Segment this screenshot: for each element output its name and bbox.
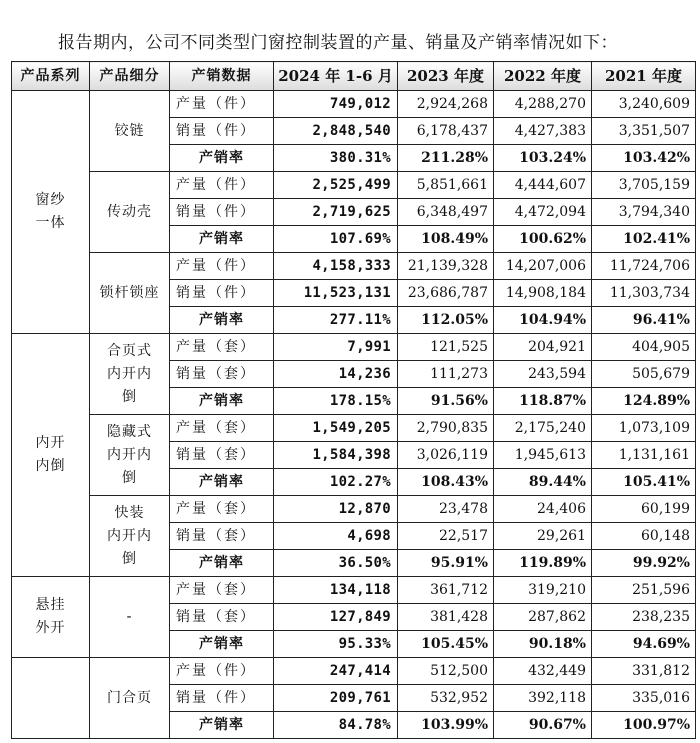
value-cell: 108.43% bbox=[398, 469, 494, 496]
value-cell: 96.41% bbox=[592, 307, 696, 334]
value-cell: 4,427,383 bbox=[494, 118, 592, 145]
metric-cell: 产销率 bbox=[170, 631, 274, 658]
value-cell: 1,073,109 bbox=[592, 415, 696, 442]
value-cell: 532,952 bbox=[398, 685, 494, 712]
value-cell: 3,351,507 bbox=[592, 118, 696, 145]
header-row bbox=[12, 62, 696, 91]
metric-cell: 销量（件） bbox=[170, 280, 274, 307]
value-cell: 749,012 bbox=[274, 91, 398, 118]
value-cell: 6,178,437 bbox=[398, 118, 494, 145]
value-cell: 107.69% bbox=[274, 226, 398, 253]
value-cell: 3,794,340 bbox=[592, 199, 696, 226]
metric-cell: 产量（件） bbox=[170, 91, 274, 118]
value-cell: 103.99% bbox=[398, 712, 494, 739]
value-cell: 94.69% bbox=[592, 631, 696, 658]
value-cell: 4,158,333 bbox=[274, 253, 398, 280]
table-row bbox=[12, 496, 696, 523]
header-2024h1: 2024 年 1-6 月 bbox=[274, 62, 398, 91]
metric-cell: 产销率 bbox=[170, 226, 274, 253]
value-cell: 2,924,268 bbox=[398, 91, 494, 118]
value-cell: 178.15% bbox=[274, 388, 398, 415]
value-cell: 103.42% bbox=[592, 145, 696, 172]
sub-category-cell: 锁杆锁座 bbox=[90, 253, 170, 334]
header-2021: 2021 年度 bbox=[592, 62, 696, 91]
metric-cell: 销量（套） bbox=[170, 604, 274, 631]
production-sales-table bbox=[11, 61, 696, 739]
table-body bbox=[12, 91, 696, 739]
value-cell: 100.97% bbox=[592, 712, 696, 739]
metric-cell: 产量（套） bbox=[170, 415, 274, 442]
value-cell: 134,118 bbox=[274, 577, 398, 604]
value-cell: 512,500 bbox=[398, 658, 494, 685]
value-cell: 29,261 bbox=[494, 523, 592, 550]
header-2022: 2022 年度 bbox=[494, 62, 592, 91]
header-sub: 产品细分 bbox=[90, 62, 170, 91]
series-cell: 悬挂 外开 bbox=[12, 577, 90, 658]
value-cell: 505,679 bbox=[592, 361, 696, 388]
value-cell: 23,686,787 bbox=[398, 280, 494, 307]
value-cell: 11,303,734 bbox=[592, 280, 696, 307]
table-row bbox=[12, 91, 696, 118]
value-cell: 204,921 bbox=[494, 334, 592, 361]
metric-cell: 产销率 bbox=[170, 550, 274, 577]
value-cell: 277.11% bbox=[274, 307, 398, 334]
value-cell: 243,594 bbox=[494, 361, 592, 388]
value-cell: 90.18% bbox=[494, 631, 592, 658]
value-cell: 432,449 bbox=[494, 658, 592, 685]
metric-cell: 销量（件） bbox=[170, 118, 274, 145]
value-cell: 404,905 bbox=[592, 334, 696, 361]
value-cell: 7,991 bbox=[274, 334, 398, 361]
value-cell: 100.62% bbox=[494, 226, 592, 253]
value-cell: 84.78% bbox=[274, 712, 398, 739]
value-cell: 209,761 bbox=[274, 685, 398, 712]
value-cell: 3,026,119 bbox=[398, 442, 494, 469]
value-cell: 36.50% bbox=[274, 550, 398, 577]
metric-cell: 产量（件） bbox=[170, 172, 274, 199]
value-cell: 24,406 bbox=[494, 496, 592, 523]
sub-category-cell: 传动壳 bbox=[90, 172, 170, 253]
sub-category-cell: 门合页 bbox=[90, 658, 170, 739]
value-cell: 103.24% bbox=[494, 145, 592, 172]
value-cell: 380.31% bbox=[274, 145, 398, 172]
value-cell: 331,812 bbox=[592, 658, 696, 685]
value-cell: 118.87% bbox=[494, 388, 592, 415]
value-cell: 3,240,609 bbox=[592, 91, 696, 118]
table-row bbox=[12, 415, 696, 442]
value-cell: 6,348,497 bbox=[398, 199, 494, 226]
value-cell: 127,849 bbox=[274, 604, 398, 631]
value-cell: 95.91% bbox=[398, 550, 494, 577]
metric-cell: 销量（套） bbox=[170, 523, 274, 550]
value-cell: 105.45% bbox=[398, 631, 494, 658]
header-2023: 2023 年度 bbox=[398, 62, 494, 91]
sub-category-cell: 铰链 bbox=[90, 91, 170, 172]
value-cell: 361,712 bbox=[398, 577, 494, 604]
sub-category-cell: 合页式 内开内 倒 bbox=[90, 334, 170, 415]
value-cell: 23,478 bbox=[398, 496, 494, 523]
value-cell: 124.89% bbox=[592, 388, 696, 415]
value-cell: 5,851,661 bbox=[398, 172, 494, 199]
sub-category-cell: 隐藏式 内开内 倒 bbox=[90, 415, 170, 496]
value-cell: 91.56% bbox=[398, 388, 494, 415]
metric-cell: 产量（套） bbox=[170, 334, 274, 361]
value-cell: 211.28% bbox=[398, 145, 494, 172]
value-cell: 2,790,835 bbox=[398, 415, 494, 442]
value-cell: 2,175,240 bbox=[494, 415, 592, 442]
value-cell: 112.05% bbox=[398, 307, 494, 334]
metric-cell: 销量（件） bbox=[170, 685, 274, 712]
table-caption: 报告期内，公司不同类型门窗控制装置的产量、销量及产销率情况如下： bbox=[58, 33, 618, 53]
series-cell bbox=[12, 658, 90, 739]
value-cell: 99.92% bbox=[592, 550, 696, 577]
series-cell: 内开 内倒 bbox=[12, 334, 90, 577]
sub-category-cell: 快装 内开内 倒 bbox=[90, 496, 170, 577]
metric-cell: 产量（套） bbox=[170, 496, 274, 523]
value-cell: 1,549,205 bbox=[274, 415, 398, 442]
value-cell: 335,016 bbox=[592, 685, 696, 712]
value-cell: 14,908,184 bbox=[494, 280, 592, 307]
table-row bbox=[12, 334, 696, 361]
value-cell: 1,945,613 bbox=[494, 442, 592, 469]
value-cell: 381,428 bbox=[398, 604, 494, 631]
value-cell: 102.41% bbox=[592, 226, 696, 253]
value-cell: 287,862 bbox=[494, 604, 592, 631]
value-cell: 60,199 bbox=[592, 496, 696, 523]
sub-category-cell: - bbox=[90, 577, 170, 658]
value-cell: 21,139,328 bbox=[398, 253, 494, 280]
value-cell: 4,698 bbox=[274, 523, 398, 550]
series-cell: 窗纱 一体 bbox=[12, 91, 90, 334]
value-cell: 12,870 bbox=[274, 496, 398, 523]
value-cell: 392,118 bbox=[494, 685, 592, 712]
value-cell: 121,525 bbox=[398, 334, 494, 361]
value-cell: 1,131,161 bbox=[592, 442, 696, 469]
value-cell: 4,288,270 bbox=[494, 91, 592, 118]
table-row bbox=[12, 253, 696, 280]
value-cell: 14,207,006 bbox=[494, 253, 592, 280]
metric-cell: 产销率 bbox=[170, 712, 274, 739]
value-cell: 111,273 bbox=[398, 361, 494, 388]
value-cell: 319,210 bbox=[494, 577, 592, 604]
table-row bbox=[12, 577, 696, 604]
metric-cell: 产量（件） bbox=[170, 253, 274, 280]
value-cell: 2,719,625 bbox=[274, 199, 398, 226]
value-cell: 251,596 bbox=[592, 577, 696, 604]
metric-cell: 销量（套） bbox=[170, 442, 274, 469]
value-cell: 3,705,159 bbox=[592, 172, 696, 199]
value-cell: 11,724,706 bbox=[592, 253, 696, 280]
value-cell: 247,414 bbox=[274, 658, 398, 685]
metric-cell: 销量（件） bbox=[170, 199, 274, 226]
metric-cell: 销量（套） bbox=[170, 361, 274, 388]
value-cell: 95.33% bbox=[274, 631, 398, 658]
metric-cell: 产量（套） bbox=[170, 577, 274, 604]
value-cell: 104.94% bbox=[494, 307, 592, 334]
value-cell: 2,525,499 bbox=[274, 172, 398, 199]
metric-cell: 产销率 bbox=[170, 469, 274, 496]
value-cell: 238,235 bbox=[592, 604, 696, 631]
value-cell: 2,848,540 bbox=[274, 118, 398, 145]
value-cell: 90.67% bbox=[494, 712, 592, 739]
value-cell: 108.49% bbox=[398, 226, 494, 253]
header-metric: 产销数据 bbox=[170, 62, 274, 91]
metric-cell: 产销率 bbox=[170, 388, 274, 415]
metric-cell: 产量（件） bbox=[170, 658, 274, 685]
value-cell: 102.27% bbox=[274, 469, 398, 496]
metric-cell: 产销率 bbox=[170, 307, 274, 334]
value-cell: 4,472,094 bbox=[494, 199, 592, 226]
value-cell: 1,584,398 bbox=[274, 442, 398, 469]
value-cell: 4,444,607 bbox=[494, 172, 592, 199]
value-cell: 119.89% bbox=[494, 550, 592, 577]
value-cell: 22,517 bbox=[398, 523, 494, 550]
value-cell: 11,523,131 bbox=[274, 280, 398, 307]
value-cell: 89.44% bbox=[494, 469, 592, 496]
table-row bbox=[12, 172, 696, 199]
header-series: 产品系列 bbox=[12, 62, 90, 91]
value-cell: 105.41% bbox=[592, 469, 696, 496]
metric-cell: 产销率 bbox=[170, 145, 274, 172]
value-cell: 60,148 bbox=[592, 523, 696, 550]
table-row bbox=[12, 658, 696, 685]
value-cell: 14,236 bbox=[274, 361, 398, 388]
